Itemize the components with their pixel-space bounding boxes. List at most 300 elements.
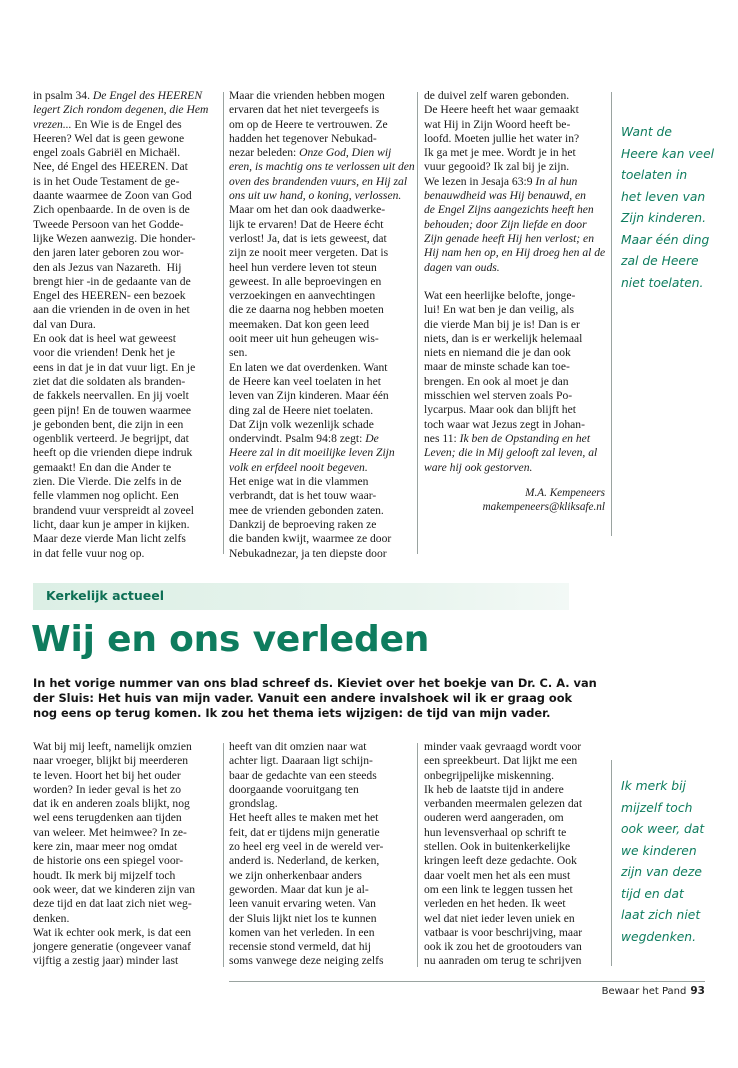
text-line (33, 246, 208, 260)
text-line (424, 132, 605, 146)
text: maar de minste schade kan toe- (424, 360, 570, 374)
italic-text: Hij nam hen op, en Hij droeg hen al de (424, 246, 606, 260)
text: heeft op die vrienden diepe indruk (33, 446, 193, 460)
text-line (424, 332, 597, 346)
text-line (424, 432, 597, 446)
text: geweest. In alle beproevingen en (229, 274, 382, 288)
text: daante waarmee de Zoon van God (33, 189, 192, 203)
text-line (33, 754, 195, 768)
italic-text: volk en erfdeel nooit begeven. (229, 460, 368, 474)
text: die vierde Man bij je is! Dan is er (424, 317, 580, 331)
text-line (424, 840, 582, 854)
text-line (424, 954, 582, 968)
text: leen vanuit ervaring weten. Van (229, 897, 376, 911)
text: baar de gedachte van een steeds (229, 768, 377, 782)
text-line (424, 160, 605, 174)
text-line (33, 118, 208, 132)
text: engel zoals Gabriël en Michaël. (33, 146, 181, 160)
text: Engel des HEEREN- een bezoek (33, 289, 186, 303)
text: de historie ons een spiegel voor- (33, 854, 184, 868)
text-line (229, 754, 384, 768)
text-line (229, 189, 415, 203)
text: vijftig a zestig jaar) minder last (33, 954, 179, 968)
column-divider (223, 743, 224, 967)
article1-column-3-continued (424, 289, 597, 475)
text-line: mijzelf toch (621, 800, 693, 815)
text-line (424, 218, 605, 232)
page-number: 93 (690, 985, 705, 997)
text-line (424, 232, 605, 246)
section-banner (33, 583, 569, 610)
text-line (229, 461, 415, 475)
text-line (229, 432, 415, 446)
text-line (229, 446, 415, 460)
text: grondslag. (229, 797, 278, 811)
text: nu aanraden om terug te schrijven (424, 954, 582, 968)
text-line (424, 854, 582, 868)
text: verzoekingen en aanvechtingen (229, 289, 376, 303)
text-line (33, 869, 195, 883)
text: je gebonden bent, die zijn in een (33, 417, 184, 431)
text-line (33, 854, 195, 868)
text: Wat een heerlijke belofte, jonge- (424, 289, 576, 302)
text-line (33, 203, 208, 217)
text-line: laat zich niet (621, 908, 701, 922)
text-line (229, 811, 384, 825)
italic-text: Leven; die in Mij gelooft zal leven, al (424, 446, 598, 460)
text: brengen. En ook al moet je dan (424, 374, 569, 388)
text-line (424, 118, 605, 132)
text: Nee, dé Engel des HEEREN. Dat (33, 160, 188, 174)
text: licht, daar kun je amper in kijken. (33, 517, 190, 531)
text: eens in dat je in dat vuur ligt. En je (33, 360, 196, 374)
text-line (33, 332, 208, 346)
footer-rule (229, 981, 705, 982)
text: hun levensverhaal op schrift te (424, 825, 567, 839)
text-line (424, 883, 582, 897)
text: feit, dat er tijdens mijn generatie (229, 825, 380, 839)
text: jongere generatie (ongeveer vanaf (33, 940, 192, 954)
text: ook ik zou het de grootouders van (424, 940, 582, 954)
italic-text: vrezen... (33, 117, 72, 131)
text-line (424, 246, 605, 260)
text-line (33, 432, 208, 446)
text: in dat felle vuur nog op. (33, 546, 145, 560)
text-line (424, 389, 597, 403)
text: ondervindt. Psalm 94:8 zegt: (229, 432, 366, 446)
text-line (229, 532, 415, 546)
text: nes 11: (424, 431, 460, 445)
column-divider (417, 92, 418, 554)
text-line: Heere kan veel (621, 146, 715, 161)
text: hadden het tegenover Nebukad- (229, 131, 377, 145)
text-line (229, 783, 384, 797)
text-line (33, 189, 208, 203)
text-line (229, 289, 415, 303)
text-line (229, 475, 415, 489)
text-line (33, 261, 208, 275)
text-line (424, 869, 582, 883)
text: lui! En wat ben je dan veilig, als (424, 303, 575, 317)
text-line (229, 740, 384, 754)
text: onbegrijpelijke miskenning. (424, 768, 555, 782)
text: Maar deze vierde Man licht zelfs (33, 532, 186, 546)
pull-quote (621, 776, 704, 948)
column-divider (417, 743, 418, 967)
text-line (424, 375, 597, 389)
text-line (424, 783, 582, 797)
article2-column-2 (229, 740, 384, 969)
text: dal van Dura. (33, 317, 96, 331)
text-line (229, 840, 384, 854)
italic-text: De (365, 432, 379, 446)
text-line (424, 940, 582, 954)
italic-text: In al hun (535, 174, 578, 188)
text-line (229, 504, 415, 518)
text-line (229, 518, 415, 532)
text: Dat Zijn volk wezenlijk schade (229, 417, 374, 431)
text: Het heeft alles te maken met het (229, 811, 379, 825)
text-line (424, 754, 582, 768)
text-line (229, 103, 415, 117)
text: in psalm 34. (33, 89, 93, 102)
text: wat Hij in Zijn Woord heeft be- (424, 117, 571, 131)
text: denken. (33, 911, 70, 925)
text-line (424, 797, 582, 811)
text: wel eens terugdenken aan tijden (33, 811, 182, 825)
text-line (229, 146, 415, 160)
text: kringen leeft deze gedachte. Ook (424, 854, 577, 868)
text-line (424, 318, 597, 332)
text-line (229, 332, 415, 346)
text-line (424, 189, 605, 203)
text: we zijn onherkenbaar anders (229, 868, 362, 882)
text-line (33, 446, 208, 460)
text-line: zal de Heere (621, 254, 699, 268)
text: vuur gegooid? Ik zal bij je zijn. (424, 160, 570, 174)
text: nezar beleden: (229, 146, 300, 160)
text-line (424, 418, 597, 432)
text: sen. (229, 346, 248, 360)
text: verleden en het heden. Ik weet (424, 897, 566, 911)
text-line (33, 532, 208, 546)
text-line (33, 840, 195, 854)
text: En ook dat is heel wat geweest (33, 332, 176, 346)
text: Dankzij de beproeving raken ze (229, 517, 377, 531)
text-line (33, 826, 195, 840)
text-line (229, 826, 384, 840)
italic-text: behouden; door Zijn liefde en door (424, 217, 587, 231)
text: zo heel erg veel in de wereld ver- (229, 840, 384, 854)
italic-text: Onze God, Dien wij (299, 146, 392, 160)
text-line (229, 954, 384, 968)
text: Heeren? Wel dat is geen gewone (33, 131, 185, 145)
text-line (33, 132, 208, 146)
text-line (229, 912, 384, 926)
text-line (33, 926, 195, 940)
text-line: Ik merk bij (621, 779, 686, 793)
text: deze tijd en dat laat zich niet weg- (33, 897, 192, 911)
text: zien. Die Vierde. Die zelfs in de (33, 475, 182, 489)
text: niets, dan is er werkelijk helemaal (424, 331, 583, 345)
text: stellen. Ook in buitenkerkelijke (424, 840, 571, 854)
text-line (33, 318, 208, 332)
text-line (424, 289, 597, 303)
text: die ze daarna nog hebben moeten (229, 303, 384, 317)
text-line (33, 404, 208, 418)
italic-text: Zijn genade heeft Hij hen verlost; en (424, 231, 595, 245)
text: zijn ze nooit meer vergeten. Dat is (229, 246, 389, 260)
article1-column-3 (424, 89, 605, 275)
text-line: Zijn kinderen. (621, 211, 706, 225)
text: brandend vuur verspreidt al zoveel (33, 503, 194, 517)
text: ding zal de Heere niet toelaten. (229, 403, 374, 417)
text-line (33, 461, 208, 475)
text-line: ook weer, dat (621, 822, 705, 836)
text-line (33, 811, 195, 825)
text-line: we kinderen (621, 843, 697, 858)
text: daar voelt men het als een must (424, 868, 571, 882)
text-line (229, 160, 415, 174)
text-line (33, 232, 208, 246)
page-footer (602, 985, 705, 997)
italic-text: Ik ben de Opstanding en het (459, 431, 591, 445)
text: recensie stond vermeld, dat hij (229, 940, 371, 954)
text-line (424, 897, 582, 911)
text-line (424, 303, 597, 317)
text-line (229, 132, 415, 146)
text-line (33, 375, 208, 389)
text: de duivel zelf waren gebonden. (424, 89, 570, 102)
magazine-name: Bewaar het Pand (601, 986, 687, 997)
text: Ik heb de laatste tijd in andere (424, 782, 564, 796)
text-line (424, 103, 605, 117)
text: vatbaar is voor beschrijving, maar (424, 925, 583, 939)
text-line: zijn van deze (621, 865, 702, 879)
text-line (424, 261, 605, 275)
text-line (33, 769, 195, 783)
italic-text: benauwdheid was Hij benauwd, en (424, 189, 586, 203)
italic-text: oven des brandenden vuurs, en Hij zal (229, 174, 408, 188)
article-title: Wij en ons verleden (31, 619, 430, 660)
text: de Heere kan veel toelaten in het (229, 374, 381, 388)
italic-text: Heere zal in dit moeilijke leven Zijn (229, 446, 395, 460)
text-line (33, 103, 208, 117)
text: gemaakt! En dan die Ander te (33, 460, 172, 474)
text: meemaken. Dat kon geen leed (229, 317, 370, 331)
text-line (229, 261, 415, 275)
text-line (424, 811, 582, 825)
text-line (424, 926, 582, 940)
text: achter ligt. Daaraan ligt schijn- (229, 754, 373, 768)
text: worden? In ieder geval is het zo (33, 782, 182, 796)
text: heeft van dit omzien naar wat (229, 740, 367, 753)
text: is in het Oude Testament de ge- (33, 174, 180, 188)
sidebar-divider (611, 760, 612, 966)
text: de fakkels neervallen. En jij voelt (33, 389, 189, 403)
text: aan die vrienden in de oven in het (33, 303, 190, 317)
text-line: Maar één ding (621, 232, 710, 247)
text-line (229, 418, 415, 432)
text: mee de vrienden gebonden zaten. (229, 503, 384, 517)
text-line (33, 940, 195, 954)
text-line (229, 926, 384, 940)
text-line (229, 303, 415, 317)
text: misschien wel sterven zoals Po- (424, 389, 573, 403)
text: lijk te ervaren! Dat de Heere écht (229, 217, 384, 231)
text: wel dat niet ieder leven uniek en (424, 911, 575, 925)
text: Wat ik echter ook merk, is dat een (33, 925, 192, 939)
text: En laten we dat overdenken. Want (229, 360, 388, 374)
text: Ik ga met je mee. Wordt je in het (424, 146, 576, 160)
text-line (424, 769, 582, 783)
text: soms vanwege deze neiging zelfs (229, 954, 384, 968)
text-line (229, 769, 384, 783)
text: heel hun verdere leven tot steun (229, 260, 377, 274)
text: ziet dat die soldaten als branden- (33, 374, 186, 388)
text: geen pijn! En de touwen waarmee (33, 403, 192, 417)
text-line (33, 218, 208, 232)
text-line (33, 303, 208, 317)
text-line (229, 318, 415, 332)
article1-column-2 (229, 89, 415, 561)
text: Zich openbaarde. In de oven is de (33, 203, 190, 217)
text: De Heere heeft het waar gemaakt (424, 103, 579, 117)
pull-quote (621, 122, 714, 294)
text: brengt hier -in de gedaante van de (33, 274, 191, 288)
text: lijke Wezen aanwezig. Die honder- (33, 231, 196, 245)
text-line (424, 740, 582, 754)
text-line (229, 275, 415, 289)
text: houdt. Ik merk bij mijzelf toch (33, 868, 176, 882)
text-line (229, 118, 415, 132)
text: verbanden meermalen gelezen dat (424, 797, 583, 811)
text: lycarpus. Maar ook dan blijft het (424, 403, 576, 417)
text-line (424, 446, 597, 460)
author-name: M.A. Kempeneers (525, 487, 605, 499)
text-line (424, 403, 597, 417)
text: leven van Zijn kinderen. Maar één (229, 389, 389, 403)
text-line (33, 346, 208, 360)
text-line (424, 203, 605, 217)
text-line (33, 146, 208, 160)
text: anderd is. Nederland, de kerken, (229, 854, 380, 868)
text-line (229, 246, 415, 260)
text-line: Want de (621, 125, 672, 139)
text-line (229, 218, 415, 232)
text: Maar die vrienden hebben mogen (229, 89, 385, 102)
text: We lezen in Jesaja 63:9 (424, 174, 536, 188)
text-line: tijd en dat (621, 886, 684, 901)
text-line (33, 289, 208, 303)
text: minder vaak gevraagd wordt voor (424, 740, 582, 753)
text: ooit meer uit hun geheugen wis- (229, 332, 379, 346)
text-line (229, 346, 415, 360)
text: Maar om het dan ook daadwerke- (229, 203, 386, 217)
text-line (229, 175, 415, 189)
article-intro (33, 676, 603, 721)
text: verbrandt, dat is het touw waar- (229, 489, 377, 503)
text: Het enige wat in die vlammen (229, 475, 369, 489)
text-line (424, 826, 582, 840)
text: voor die vrienden! Denk het je (33, 346, 175, 360)
text: een spreekbeurt. Dat lijkt me een (424, 754, 578, 768)
text-line (424, 175, 605, 189)
italic-text: de Engel Zijns aangezichts heeft hen (424, 203, 594, 217)
text-line (424, 461, 597, 475)
text-line (33, 418, 208, 432)
text: komen van het verleden. In een (229, 925, 375, 939)
text-line (424, 346, 597, 360)
text-line (229, 940, 384, 954)
text-line (424, 89, 605, 103)
italic-text: De Engel des HEEREN (92, 89, 203, 102)
author-email: makempeneers@kliksafe.nl (482, 501, 605, 514)
text-line: nog eens op terug komen. Ik zou het thema iets wijzigen: de tijd van mijn vader. (33, 706, 551, 720)
text: ook weer, dat we kinderen zijn van (33, 882, 196, 896)
text-line (424, 360, 597, 374)
text-line (33, 740, 195, 754)
text-line: niet toelaten. (621, 275, 704, 290)
italic-text: dagen van ouds. (424, 260, 500, 274)
sidebar-divider (611, 92, 612, 536)
text-line (229, 869, 384, 883)
text-line (33, 954, 195, 968)
text-line (229, 883, 384, 897)
text-line (229, 404, 415, 418)
italic-text: ware hij ook gestorven. (424, 460, 533, 474)
italic-text: eren, is machtig ons te verlossen uit den (229, 160, 415, 174)
text-line (33, 883, 195, 897)
text: die banden kwijt, waarmee ze door (229, 532, 392, 546)
text-line: wegdenken. (621, 929, 696, 944)
article1-column-1 (33, 89, 208, 561)
text-line (229, 797, 384, 811)
italic-text: legert Zich rondom degenen, die Hem (33, 103, 209, 117)
text-line (229, 489, 415, 503)
text-line (33, 797, 195, 811)
text-line (229, 375, 415, 389)
text-line (424, 912, 582, 926)
text-line (33, 389, 208, 403)
text-line (229, 854, 384, 868)
column-divider (223, 92, 224, 554)
text-line (424, 146, 605, 160)
text: loofd. Moeten jullie het water in? (424, 131, 580, 145)
text: niets en niemand die je dan ook (424, 346, 571, 360)
text: den jaren later geboren zou wor- (33, 246, 184, 260)
text-line (33, 504, 208, 518)
text-line (33, 518, 208, 532)
text-line (229, 547, 415, 561)
text: Wat bij mij leeft, namelijk omzien (33, 740, 192, 753)
text: kere zin, maar meer nog omdat (33, 840, 178, 854)
text-line (33, 489, 208, 503)
text-line (33, 783, 195, 797)
text-line (229, 203, 415, 217)
text-line (229, 897, 384, 911)
text-line (33, 547, 208, 561)
text: naar vroeger, blijkt bij meerderen (33, 754, 189, 768)
text: toch waar wat Jezus zegt in Johan- (424, 417, 585, 431)
text: den als Jezus van Nazareth. Hij (33, 260, 182, 274)
text-line (33, 160, 208, 174)
text-line: het leven van (621, 189, 706, 204)
text-line: der Sluis: Het huis van mijn vader. Vanuit een andere invalshoek wil ik er graag ook (33, 691, 573, 705)
text-line (33, 897, 195, 911)
section-label: Kerkelijk actueel (46, 588, 165, 603)
article2-column-1 (33, 740, 195, 969)
